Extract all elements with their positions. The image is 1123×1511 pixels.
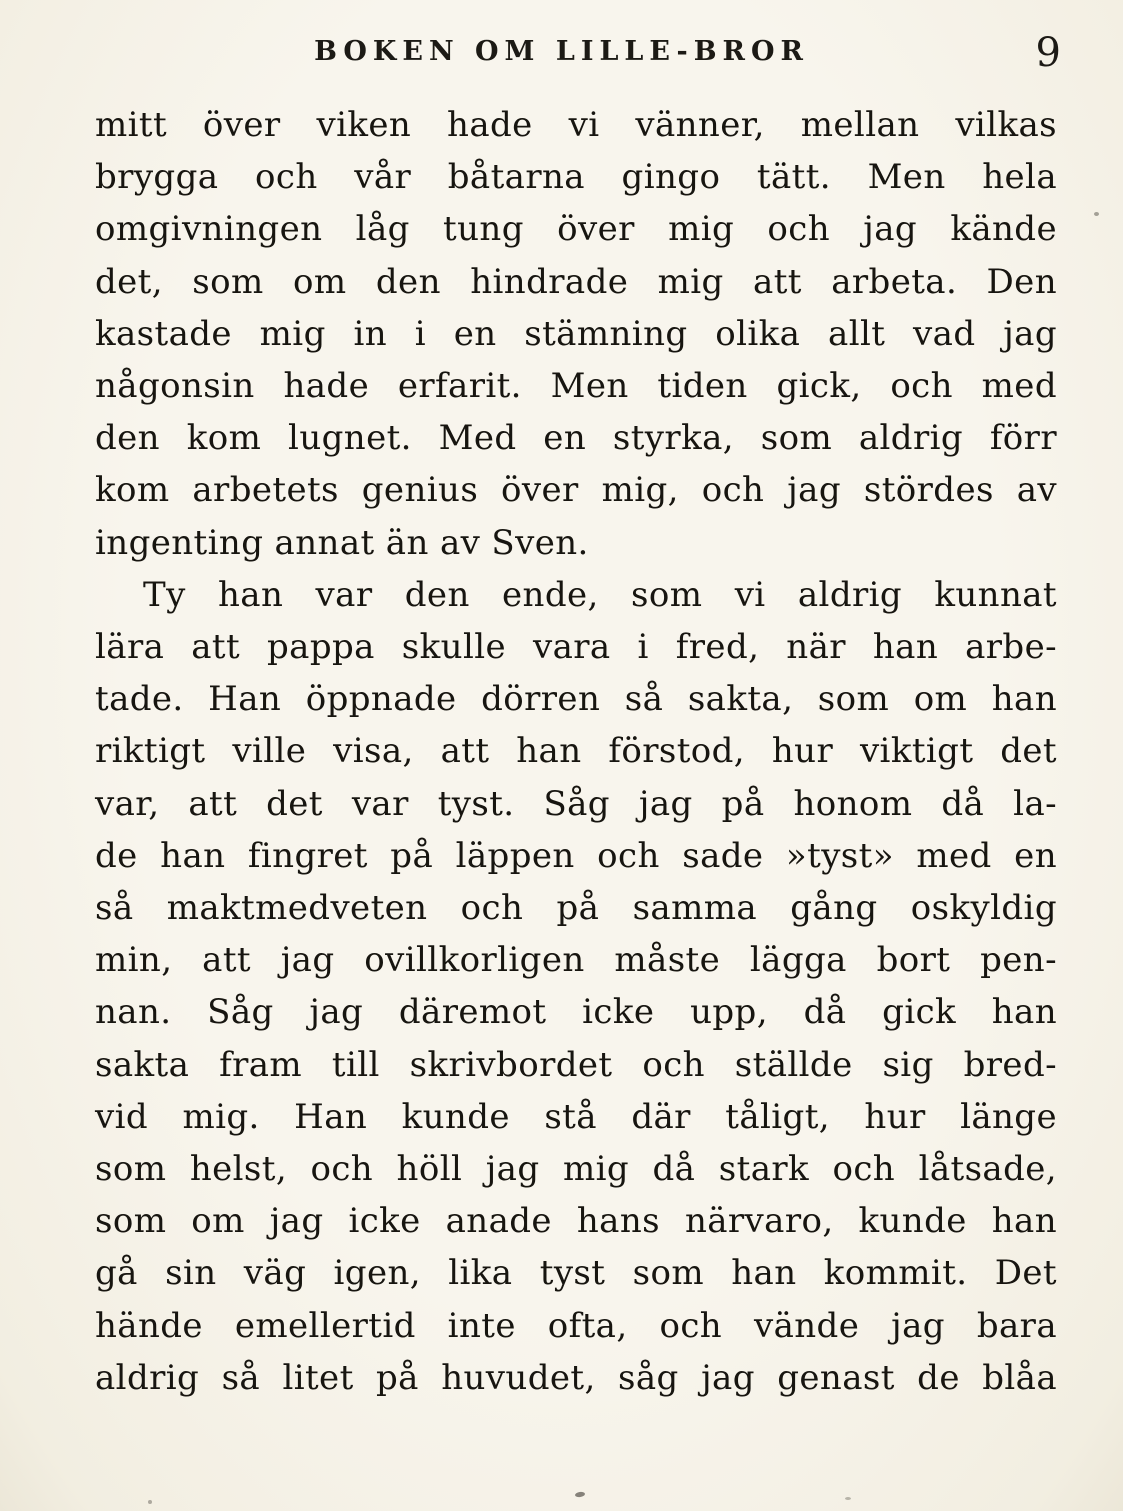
text-line: mitt över viken hade vi vänner, mellan vilkas	[95, 105, 1057, 145]
text-line: vid mig. Han kunde stå där tåligt, hur länge	[95, 1096, 1057, 1137]
text-line: sakta fram till skrivbordet och ställde sig bred-	[95, 1044, 1057, 1085]
text-line: nan. Såg jag däremot icke upp, då gick han	[95, 992, 1057, 1033]
scan-speck	[575, 1491, 586, 1497]
text-line: kastade mig in i en stämning olika allt vad jag	[95, 313, 1057, 354]
scan-speck	[845, 1497, 851, 1500]
text-line: någonsin hade erfarit. Men tiden gick, och med	[95, 366, 1057, 407]
page-number: 9	[1035, 30, 1061, 76]
text-line: så maktmedveten och på samma gång oskyldig	[95, 888, 1057, 929]
page-header	[0, 30, 1123, 90]
scan-speck	[1094, 212, 1099, 216]
text-line: Ty han var den ende, som vi aldrig kunnat	[143, 574, 1057, 615]
text-line: min, att jag ovillkorligen måste lägga bort pen-	[95, 940, 1057, 981]
text-line: det, som om den hindrade mig att arbeta. Den	[95, 261, 1057, 302]
text-line: tade. Han öppnade dörren så sakta, som om han	[95, 679, 1057, 720]
text-line: riktigt ville visa, att han förstod, hur viktigt det	[95, 731, 1057, 772]
text-line: aldrig så litet på huvudet, såg jag genast de blåa	[95, 1357, 1057, 1398]
text-line: de han fingret på läppen och sade »tyst» med en	[95, 835, 1057, 876]
text-line: ingenting annat än av Sven.	[95, 522, 589, 563]
running-title: BOKEN OM LILLE-BROR	[314, 36, 809, 67]
text-line: brygga och vår båtarna gingo tätt. Men hela	[95, 157, 1057, 198]
text-line: lära att pappa skulle vara i fred, när han arbe-	[95, 627, 1057, 668]
text-line: omgivningen låg tung över mig och jag kände	[95, 209, 1057, 250]
text-line: var, att det var tyst. Såg jag på honom då la-	[95, 783, 1057, 824]
text-body	[95, 99, 1057, 1404]
paragraph	[95, 569, 1057, 1404]
text-line: den kom lugnet. Med en styrka, som aldrig förr	[95, 418, 1057, 459]
text-line: som om jag icke anade hans närvaro, kunde han	[95, 1201, 1057, 1242]
text-line: som helst, och höll jag mig då stark och låtsade,	[95, 1149, 1057, 1190]
text-line: kom arbetets genius över mig, och jag stördes av	[95, 470, 1057, 511]
text-line: gå sin väg igen, lika tyst som han kommit. Det	[95, 1253, 1057, 1294]
scan-speck	[148, 1500, 152, 1504]
text-line: hände emellertid inte ofta, och vände jag bara	[95, 1305, 1057, 1346]
paragraph	[95, 99, 1057, 569]
